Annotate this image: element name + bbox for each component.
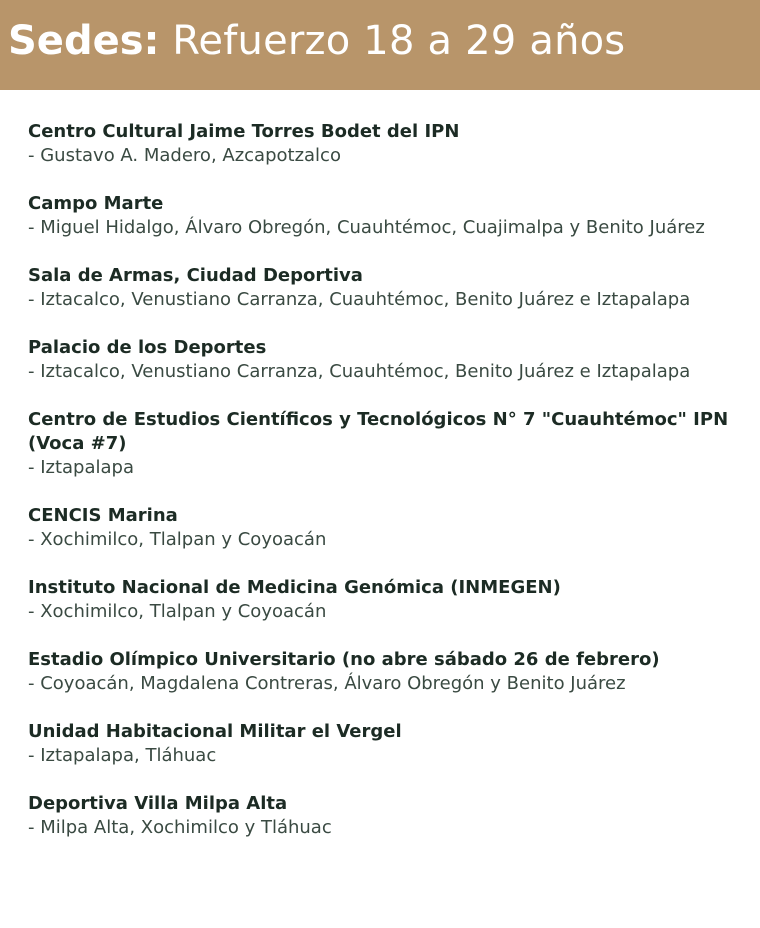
venue-item bbox=[28, 336, 740, 384]
venue-areas: - Miguel Hidalgo, Álvaro Obregón, Cuauhtémoc, Cuajimalpa y Benito Juárez bbox=[28, 217, 705, 238]
venue-name: Centro de Estudios Científicos y Tecnológicos N° 7 "Cuauhtémoc" IPN (Voca #7) bbox=[28, 409, 729, 454]
venue-areas: - Iztacalco, Venustiano Carranza, Cuauhtémoc, Benito Juárez e Iztapalapa bbox=[28, 289, 691, 310]
title-strong: Sedes: bbox=[8, 18, 160, 64]
page-title bbox=[8, 18, 626, 64]
venue-name: Instituto Nacional de Medicina Genómica (INMEGEN) bbox=[28, 577, 561, 598]
venue-item bbox=[28, 120, 740, 168]
venue-name: Estadio Olímpico Universitario (no abre sábado 26 de febrero) bbox=[28, 649, 660, 670]
venue-areas: - Xochimilco, Tlalpan y Coyoacán bbox=[28, 601, 327, 622]
venue-name: Centro Cultural Jaime Torres Bodet del IPN bbox=[28, 121, 460, 142]
venue-areas: - Gustavo A. Madero, Azcapotzalco bbox=[28, 145, 341, 166]
header-banner bbox=[0, 0, 760, 90]
venue-name: Deportiva Villa Milpa Alta bbox=[28, 793, 288, 814]
venue-list bbox=[0, 90, 760, 840]
venue-item bbox=[28, 648, 740, 696]
venue-areas: - Coyoacán, Magdalena Contreras, Álvaro Obregón y Benito Juárez bbox=[28, 673, 626, 694]
venue-name: Palacio de los Deportes bbox=[28, 337, 267, 358]
venue-item bbox=[28, 264, 740, 312]
venue-item bbox=[28, 792, 740, 840]
venue-name: CENCIS Marina bbox=[28, 505, 178, 526]
venue-item bbox=[28, 504, 740, 552]
venue-areas: - Iztacalco, Venustiano Carranza, Cuauhtémoc, Benito Juárez e Iztapalapa bbox=[28, 361, 691, 382]
venue-areas: - Milpa Alta, Xochimilco y Tláhuac bbox=[28, 817, 332, 838]
venue-areas: - Iztapalapa bbox=[28, 457, 135, 478]
venue-areas: - Xochimilco, Tlalpan y Coyoacán bbox=[28, 529, 327, 550]
venue-name: Unidad Habitacional Militar el Vergel bbox=[28, 721, 402, 742]
venue-item bbox=[28, 720, 740, 768]
title-light: Refuerzo 18 a 29 años bbox=[172, 18, 626, 64]
venue-areas: - Iztapalapa, Tláhuac bbox=[28, 745, 217, 766]
venue-item bbox=[28, 192, 740, 240]
venue-name: Sala de Armas, Ciudad Deportiva bbox=[28, 265, 363, 286]
venue-item bbox=[28, 576, 740, 624]
venue-item bbox=[28, 408, 740, 480]
venue-name: Campo Marte bbox=[28, 193, 164, 214]
